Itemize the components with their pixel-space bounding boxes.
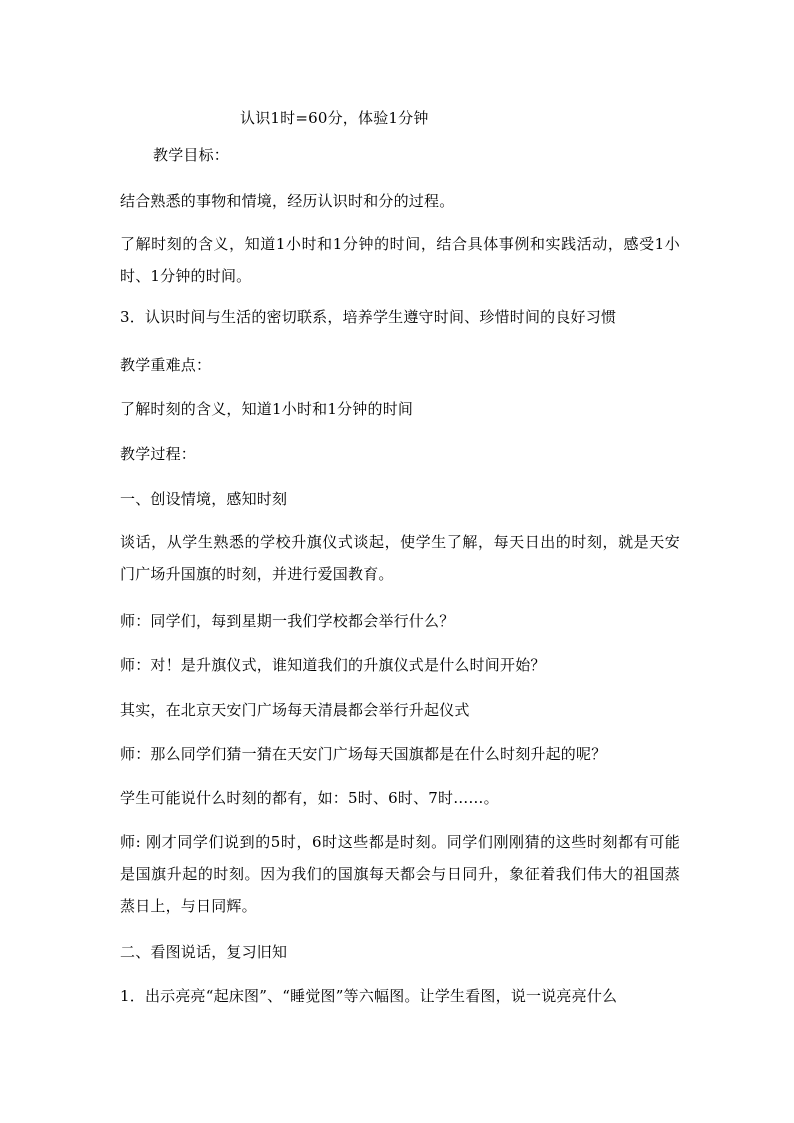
objective-3: 3．认识时间与生活的密切联系，培养学生遵守时间、珍惜时间的良好习惯 — [120, 308, 617, 326]
section-1-intro: 谈话，从学生熟悉的学校升旗仪式谈起，使学生了解，每天日出的时刻，就是天安门广场升国旗的时刻，并进行爱国教育。 — [120, 533, 680, 583]
dialog-6: 师: 刚才同学们说到的5时，6时这些都是时刻。同学们刚刚猜的这些时刻都有可能是国旗升起的时刻。因为我们的国旗每天都会与日同升，象征着我们伟大的祖国蒸蒸日上，与日同辉。 — [120, 833, 680, 915]
objectives-heading: 教学目标： — [153, 146, 230, 164]
dialog-4: 师：那么同学们猜一猜在天安门广场每天国旗都是在什么时刻升起的呢？ — [120, 745, 607, 763]
document-title: 认识1时=60分，体验1分钟 — [240, 109, 429, 127]
key-points-text: 了解时刻的含义，知道1小时和1分钟的时间 — [120, 400, 414, 418]
dialog-1: 师：同学们，每到星期一我们学校都会举行什么？ — [120, 612, 455, 630]
dialog-2: 师：对！是升旗仪式，谁知道我们的升旗仪式是什么时间开始？ — [120, 656, 546, 674]
section-2-item-1: 1．出示亮亮“起床图”、“睡觉图”等六幅图。让学生看图，说一说亮亮什么 — [120, 987, 618, 1005]
key-points-heading: 教学重难点： — [120, 356, 212, 374]
section-2-heading: 二、看图说话，复习旧知 — [120, 943, 288, 961]
dialog-5: 学生可能说什么时刻的都有，如：5时、6时、7时……。 — [120, 789, 499, 807]
objective-1: 结合熟悉的事物和情境，经历认识时和分的过程。 — [120, 192, 455, 210]
section-1-heading: 一、创设情境，感知时刻 — [120, 490, 288, 508]
process-heading: 教学过程： — [120, 445, 197, 463]
objective-2: 了解时刻的含义，知道1小时和1分钟的时间，结合具体事例和实践活动，感受1小时、1分钟的时间。 — [120, 235, 680, 285]
dialog-3: 其实，在北京天安门广场每天清晨都会举行升起仪式 — [120, 701, 470, 719]
